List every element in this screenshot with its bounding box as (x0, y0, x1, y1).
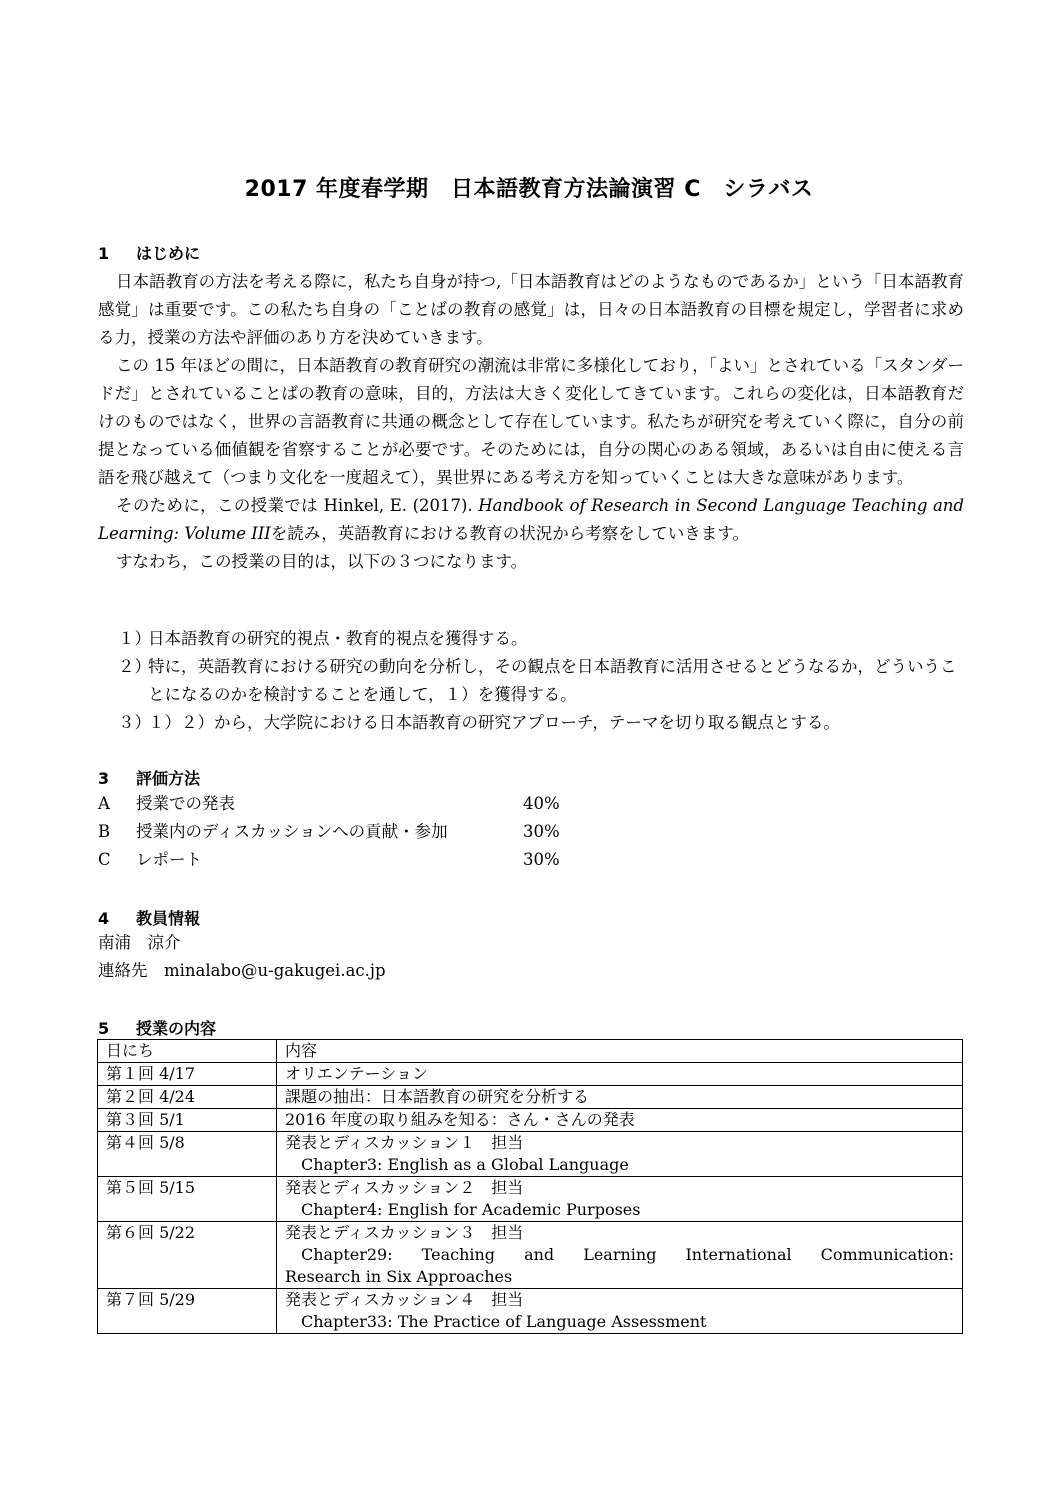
section-number: 4 (98, 909, 110, 928)
goal-item (118, 653, 968, 709)
evaluation-percent: 30% (523, 850, 560, 869)
table-row (98, 1222, 963, 1289)
intro-paragraph: すなわち，この授業の目的は，以下の３つになります。 (116, 552, 528, 571)
table-row (98, 1109, 963, 1132)
section-intro-heading (98, 241, 200, 264)
section-title: 授業の内容 (136, 1019, 217, 1038)
teacher-contact (98, 957, 386, 985)
session-title: 課題の抽出：日本語教育の研究を分析する (285, 1087, 590, 1106)
contact-email[interactable]: minalabo@u-gakugei.ac.jp (164, 961, 386, 980)
goal-mark: １） (118, 629, 151, 648)
evaluation-percent: 40% (523, 794, 560, 813)
intro-paragraph-reference (98, 492, 964, 548)
evaluation-list (98, 790, 598, 874)
session-title: 発表とディスカッション４ 担当 (285, 1290, 524, 1309)
session-date: 第６回 5/22 (98, 1222, 277, 1289)
section-number: 5 (98, 1019, 110, 1038)
table-row (98, 1063, 963, 1086)
table-header-row (98, 1040, 963, 1063)
section-number: 3 (98, 769, 110, 788)
goal-mark: ３） (118, 713, 151, 732)
evaluation-row (98, 790, 598, 818)
goals-list (118, 625, 968, 737)
evaluation-label: 授業内のディスカッションへの貢献・参加 (136, 822, 448, 841)
session-date: 第７回 5/29 (98, 1289, 277, 1334)
section-title: 教員情報 (136, 909, 201, 928)
session-content (277, 1177, 963, 1222)
teacher-info (98, 929, 386, 985)
session-date: 第３回 5/1 (98, 1109, 277, 1132)
session-title: オリエンテーション (285, 1064, 429, 1083)
section-title: 評価方法 (136, 769, 201, 788)
evaluation-row (98, 818, 598, 846)
section-number: 1 (98, 244, 110, 263)
book-title: Handbook of Research in Second Language Teaching and Learning: Volume III (98, 496, 964, 543)
section-evaluation-heading (98, 766, 200, 789)
session-chapter: Chapter29: Teaching and Learning International Communication: (301, 1245, 954, 1264)
session-date: 第４回 5/8 (98, 1132, 277, 1177)
session-title: 2016 年度の取り組みを知る：さん・さんの発表 (285, 1110, 635, 1129)
evaluation-label: 授業での発表 (136, 794, 235, 813)
evaluation-letter: A (98, 794, 110, 813)
column-header-date: 日にち (98, 1040, 277, 1063)
table-row (98, 1289, 963, 1334)
intro-paragraph: 日本語教育の方法を考える際に，私たち自身が持つ,「日本語教育はどのようなものであるか」という「日本語教育感覚」は重要です。この私たち自身の「ことばの教育の感覚」は，日々の日本語教育の目標を規定し，学習者に求める力，授業の方法や評価のあり方を決めていきます。 (98, 272, 964, 347)
goal-text: 日本語教育の研究的視点・教育的視点を獲得する。 (148, 629, 528, 648)
session-date: 第５回 5/15 (98, 1177, 277, 1222)
intro-paragraph: この 15 年ほどの間に，日本語教育の教育研究の潮流は非常に多様化しており，「よい」とされている「スタンダードだ」とされていることばの教育の意味，目的，方法は大きく変化してきています。これらの変化は，日本語教育だけのものではなく，世界の言語教育に共通の概念として存在しています。私たちが研究を考えていく際に，自分の前提となっている価値観を省察することが必要です。そのためには，自分の関心のある領域，あるいは自由に使える言語を飛び越えて（つまり文化を一度超えて），異世界にある考え方を知っていくことは大きな意味があります。 (98, 356, 964, 487)
evaluation-letter: B (98, 822, 111, 841)
page-title: 2017 年度春学期 日本語教育方法論演習 C シラバス (244, 177, 814, 202)
session-title: 発表とディスカッション１ 担当 (285, 1133, 524, 1152)
evaluation-letter: C (98, 850, 111, 869)
goal-item (118, 625, 968, 653)
session-content (277, 1063, 963, 1086)
session-content (277, 1109, 963, 1132)
reference-tail: を読み，英語教育における教育の状況から考察をしていきます。 (270, 524, 749, 543)
session-date: 第１回 4/17 (98, 1063, 277, 1086)
evaluation-row (98, 846, 598, 874)
session-content (277, 1086, 963, 1109)
teacher-name: 南浦 涼介 (98, 933, 181, 952)
reference-lead: そのために，この授業では Hinkel, E. (2017). (116, 496, 479, 515)
session-title: 発表とディスカッション２ 担当 (285, 1178, 524, 1197)
table-row (98, 1132, 963, 1177)
session-content (277, 1289, 963, 1334)
session-chapter: Chapter3: English as a Global Language (301, 1155, 629, 1174)
session-title: 発表とディスカッション３ 担当 (285, 1223, 524, 1242)
table-row (98, 1086, 963, 1109)
session-chapter-continued: Research in Six Approaches (285, 1267, 513, 1286)
session-chapter: Chapter33: The Practice of Language Assessment (301, 1312, 707, 1331)
evaluation-percent: 30% (523, 822, 560, 841)
goal-text: １）２）から，大学院における日本語教育の研究アプローチ，テーマを切り取る観点とする。 (148, 713, 840, 732)
goal-item (118, 709, 968, 737)
schedule-table (97, 1039, 963, 1334)
section-title: はじめに (136, 244, 201, 263)
session-chapter: Chapter4: English for Academic Purposes (301, 1200, 641, 1219)
evaluation-label: レポート (136, 850, 202, 869)
section-schedule-heading (98, 1016, 216, 1039)
goal-text: 特に，英語教育における研究の動向を分析し，その観点を日本語教育に活用させるとどうなるか，どういうことになるのかを検討することを通して，１）を獲得する。 (148, 657, 957, 704)
session-content (277, 1132, 963, 1177)
table-row (98, 1177, 963, 1222)
intro-body (98, 268, 964, 576)
section-teacher-heading (98, 906, 200, 929)
goal-mark: ２） (118, 657, 151, 676)
contact-label: 連絡先 (98, 961, 148, 980)
column-header-content: 内容 (277, 1040, 963, 1063)
session-content (277, 1222, 963, 1289)
session-date: 第２回 4/24 (98, 1086, 277, 1109)
